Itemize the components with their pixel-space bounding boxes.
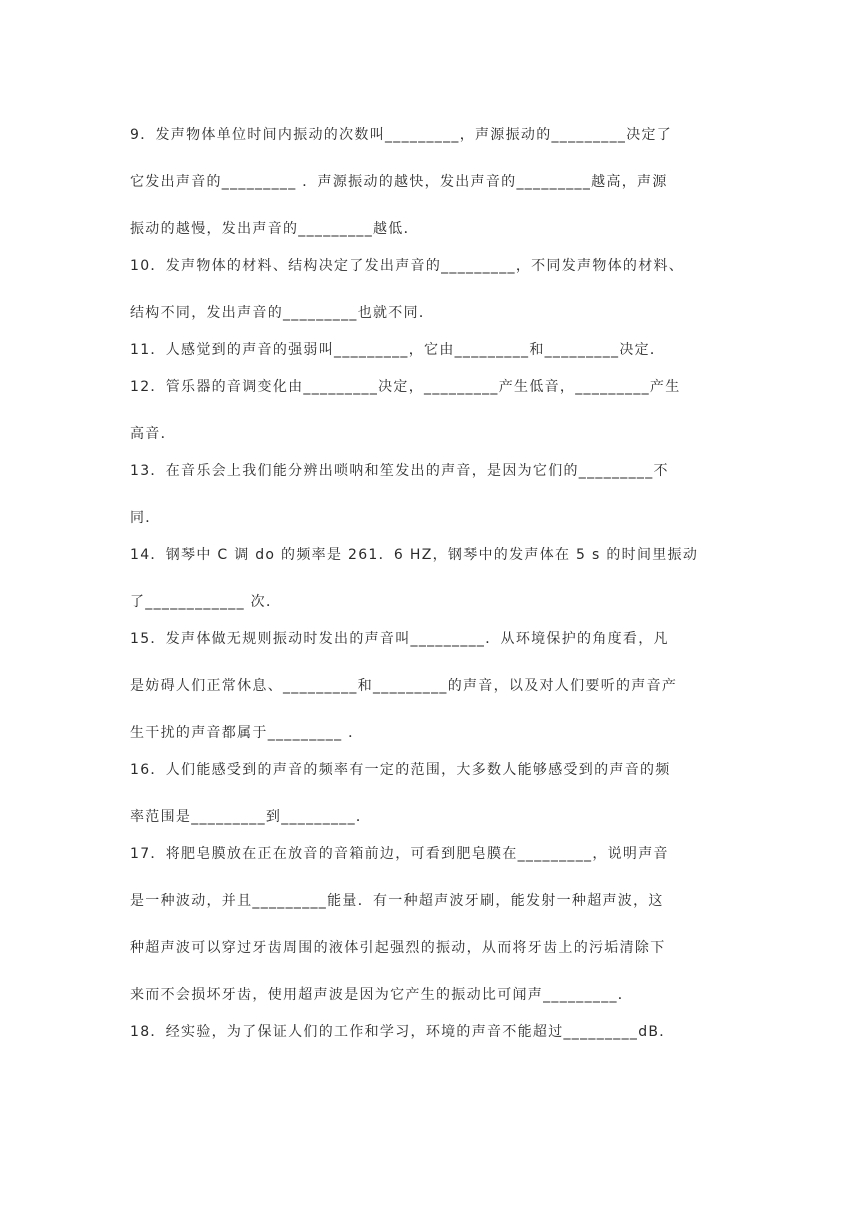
question-line: 同． (130, 510, 161, 526)
question-9 (130, 112, 730, 253)
question-line: 11．人感觉到的声音的强弱叫_________，它由_________和_________决定． (130, 342, 666, 358)
question-line: 17．将肥皂膜放在正在放音的音箱前边，可看到肥皂膜在_________，说明声音 (130, 846, 669, 862)
question-line: 14．钢琴中 C 调 do 的频率是 261．6 HZ，钢琴中的发声体在 5 s 的时间里振动 (130, 547, 699, 563)
question-10 (130, 243, 730, 337)
question-line: 种超声波可以穿过牙齿周围的液体引起强烈的振动，从而将牙齿上的污垢清除下 (130, 940, 666, 956)
question-line: 结构不同，发出声音的_________也就不同． (130, 305, 435, 321)
question-line: 是一种波动，并且_________能量．有一种超声波牙刷，能发射一种超声波，这 (130, 893, 664, 909)
question-line: 9．发声物体单位时间内振动的次数叫_________，声源振动的_________决定了 (130, 127, 673, 143)
question-line: 高音． (130, 426, 176, 442)
question-12 (130, 364, 730, 458)
question-line: 来而不会损坏牙齿，使用超声波是因为它产生的振动比可闻声_________． (130, 987, 634, 1003)
question-13 (130, 448, 730, 542)
question-line: 18．经实验，为了保证人们的工作和学习，环境的声音不能超过_________dB． (130, 1024, 675, 1040)
question-line: 是妨碍人们正常休息、_________和_________的声音，以及对人们要听的声音产 (130, 678, 678, 694)
question-line: 振动的越慢，发出声音的_________越低． (130, 221, 419, 237)
question-15 (130, 616, 730, 757)
question-14 (130, 532, 730, 626)
question-line: 12．管乐器的音调变化由_________决定，_________产生低音，_________产生 (130, 379, 681, 395)
question-line: 16．人们能感受到的声音的频率有一定的范围，大多数人能够感受到的声音的频 (130, 762, 671, 778)
question-16 (130, 747, 730, 841)
question-line: 生干扰的声音都属于_________ ． (130, 725, 364, 741)
question-17 (130, 831, 730, 1019)
question-18 (130, 1009, 730, 1056)
question-line: 10．发声物体的材料、结构决定了发出声音的_________，不同发声物体的材料、 (130, 258, 685, 274)
question-line: 了____________ 次． (130, 594, 282, 610)
question-line: 它发出声音的_________ ．声源振动的越快，发出声音的_________越高，声源 (130, 174, 668, 190)
question-line: 率范围是_________到_________． (130, 809, 372, 825)
question-line: 15．发声体做无规则振动时发出的声音叫_________．从环境保护的角度看，凡 (130, 631, 669, 647)
question-line: 13．在音乐会上我们能分辨出唢呐和笙发出的声音，是因为它们的_________不 (130, 463, 669, 479)
